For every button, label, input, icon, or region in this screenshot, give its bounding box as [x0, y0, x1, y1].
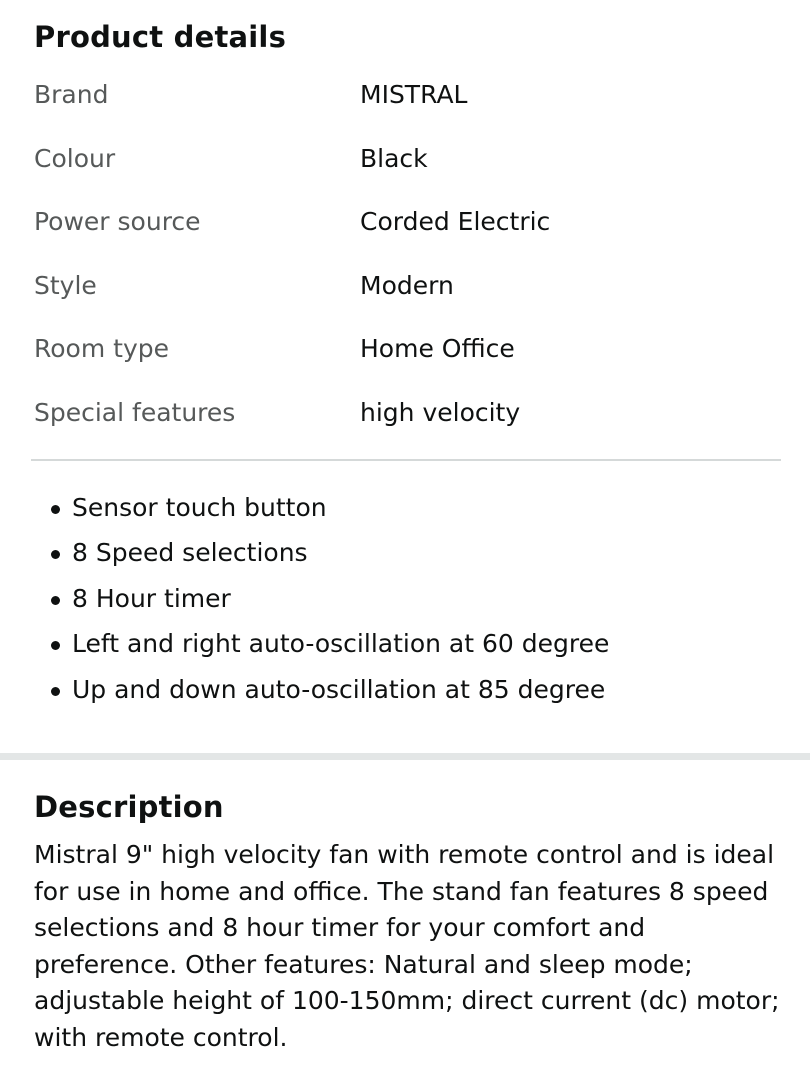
detail-label: Power source [34, 207, 201, 236]
bullet-dot-icon [51, 550, 60, 559]
feature-text: Up and down auto-oscillation at 85 degree [72, 674, 606, 704]
detail-label: Special features [34, 397, 236, 427]
detail-row-style [34, 269, 780, 333]
detail-value: Home Office [360, 334, 515, 363]
bullet-dot-icon [51, 641, 60, 650]
feature-text: Left and right auto-oscillation at 60 degree [72, 629, 610, 659]
detail-label: Brand [34, 80, 109, 109]
section-divider [31, 459, 781, 461]
bullet-dot-icon [51, 687, 60, 696]
feature-bullet-list [0, 489, 609, 716]
feature-item [0, 625, 609, 670]
description-text: Mistral 9" high velocity fan with remote control and is ideal for use in home and office. The stand fan features 8 speed selections and 8 hour timer for your comfort and preference. Other features: Natural and sleep mode; adjustable height of 100-150mm; direct current (dc) motor; with remote control. [34, 840, 780, 1052]
bullet-dot-icon [51, 596, 60, 605]
bullet-dot-icon [51, 505, 60, 514]
detail-value: MISTRAL [360, 80, 468, 109]
detail-value: high velocity [360, 397, 521, 427]
detail-row-power-source [34, 205, 780, 269]
feature-item [0, 671, 609, 716]
detail-label: Style [34, 270, 97, 300]
detail-row-special-features [34, 396, 780, 460]
detail-row-brand [34, 78, 780, 142]
detail-value: Modern [360, 270, 454, 300]
feature-text: 8 Hour timer [72, 583, 231, 613]
product-details-table [34, 78, 780, 459]
detail-row-colour [34, 142, 780, 206]
feature-item [0, 489, 609, 534]
feature-item [0, 534, 609, 579]
product-details-heading: Product details [34, 20, 287, 54]
description-heading: Description [34, 790, 224, 824]
detail-label: Room type [34, 334, 169, 363]
detail-label: Colour [34, 143, 116, 173]
feature-text: Sensor touch button [72, 493, 327, 522]
detail-value: Black [360, 143, 428, 173]
detail-row-room-type [34, 332, 780, 396]
feature-text: 8 Speed selections [72, 538, 308, 568]
detail-value: Corded Electric [360, 207, 551, 236]
section-separator-bar [0, 753, 810, 760]
feature-item [0, 580, 609, 625]
